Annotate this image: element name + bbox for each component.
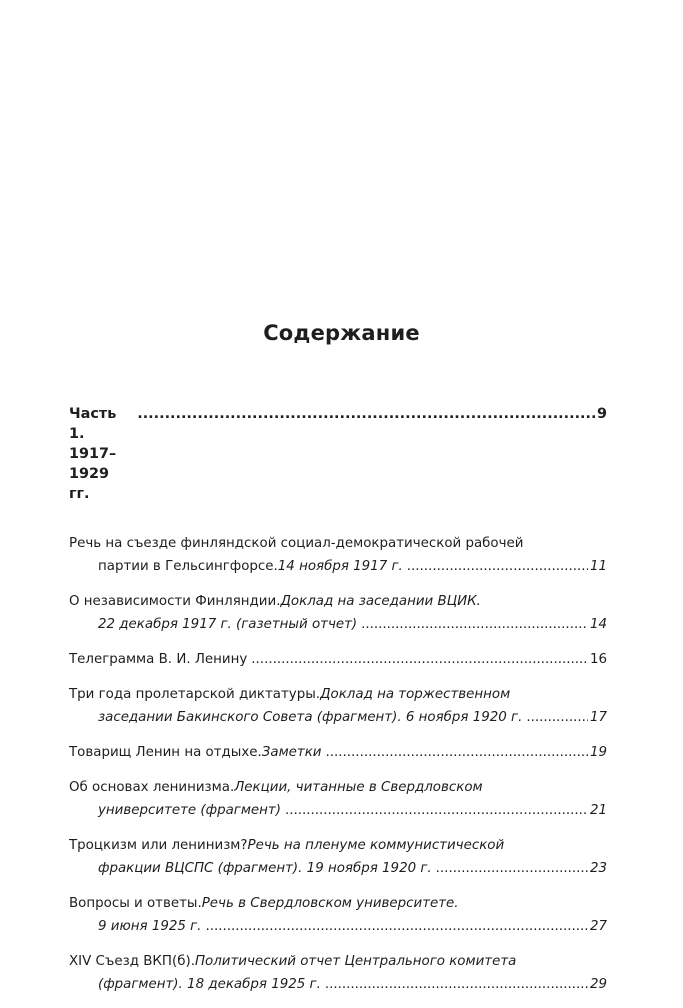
toc-entry-line [69, 892, 607, 915]
entry-description: 14 ноября 1917 г. [277, 559, 403, 574]
page-number: 23 [589, 861, 607, 876]
toc-entry [69, 590, 607, 636]
toc-entry-line [69, 683, 607, 706]
entry-description: (фрагмент). 18 декабря 1925 г. [98, 977, 321, 992]
page-number: 19 [589, 745, 607, 760]
entry-description: заседании Бакинского Совета (фрагмент). 6 ноября 1920 г. [98, 710, 523, 725]
toc-part-heading [69, 404, 607, 504]
page-number: 17 [589, 710, 607, 725]
entry-title: Три года пролетарской диктатуры. [69, 687, 321, 702]
entry-description: Политический отчет Центрального комитета [194, 954, 517, 969]
toc-entry-line [69, 532, 607, 555]
page-number: 9 [596, 406, 607, 422]
table-of-contents [69, 404, 607, 1008]
dot-leader [326, 741, 588, 764]
entry-title: XIV Съезд ВКП(б). [69, 954, 195, 969]
toc-entry-line [69, 741, 607, 764]
toc-entry-line [69, 950, 607, 973]
toc-entry [69, 683, 607, 729]
entry-description: Лекции, читанные в Свердловском [234, 780, 483, 795]
entry-description: Речь в Свердловском университете. [201, 896, 459, 911]
toc-entry-line [69, 915, 607, 938]
toc-entry [69, 892, 607, 938]
toc-entry-line [69, 613, 607, 636]
entry-title: Троцкизм или ленинизм? [69, 838, 248, 853]
toc-entry-line [69, 648, 607, 671]
toc-entry-line [69, 857, 607, 880]
entry-description: Доклад на торжественном [320, 687, 511, 702]
toc-entry [69, 741, 607, 764]
toc-entry-line [69, 555, 607, 578]
entry-description: Заметки [261, 745, 322, 760]
entry-description: 9 июня 1925 г. [98, 919, 202, 934]
toc-entry-line [69, 799, 607, 822]
entry-title: Товарищ Ленин на отдыхе. [69, 745, 262, 760]
dot-leader [285, 799, 588, 822]
entry-title: Речь на съезде финляндской социал-демократической рабочей [69, 536, 524, 551]
dot-leader [361, 613, 588, 636]
toc-entry [69, 950, 607, 996]
page-number: 16 [589, 652, 607, 667]
dot-leader [137, 404, 595, 424]
entry-title: Телеграмма В. И. Ленину [69, 652, 248, 667]
entry-description: фракции ВЦСПС (фрагмент). 19 ноября 1920 г. [98, 861, 432, 876]
page-number: 14 [589, 617, 607, 632]
toc-entry-line [69, 776, 607, 799]
dot-leader [436, 857, 588, 880]
dot-leader [251, 648, 588, 671]
dot-leader [325, 973, 588, 996]
entry-title: Об основах ленинизма. [69, 780, 235, 795]
toc-entry-line [69, 590, 607, 613]
toc-entry [69, 776, 607, 822]
entry-description: Доклад на заседании ВЦИК. [280, 594, 481, 609]
toc-entry [69, 648, 607, 671]
entry-title: партии в Гельсингфорсе. [98, 559, 278, 574]
dot-leader [407, 555, 588, 578]
entry-description: 22 декабря 1917 г. (газетный отчет) [98, 617, 358, 632]
dot-leader [205, 915, 588, 938]
page-title: Содержание [263, 321, 420, 345]
page-number: 21 [589, 803, 607, 818]
toc-entry-line [69, 834, 607, 857]
toc-entry [69, 532, 607, 578]
dot-leader [526, 706, 588, 729]
entry-description: университете (фрагмент) [98, 803, 281, 818]
page-number: 11 [589, 559, 607, 574]
toc-entry [69, 834, 607, 880]
entry-title: О независимости Финляндии. [69, 594, 281, 609]
entry-title: Вопросы и ответы. [69, 896, 202, 911]
toc-entry-line [69, 706, 607, 729]
toc-entry-line [69, 973, 607, 996]
page-number: 27 [589, 919, 607, 934]
toc-part-label: Часть 1. 1917–1929 гг. [69, 406, 117, 502]
entry-description: Речь на пленуме коммунистической [247, 838, 505, 853]
page-number: 29 [589, 977, 607, 992]
